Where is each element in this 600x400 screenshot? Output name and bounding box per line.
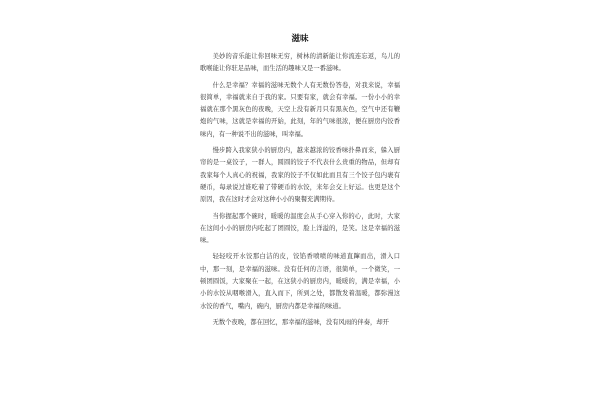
paragraph-4: 当你握起那个碗时，暖暖的温度会从手心穿入你的心，此时，大家在这间小小的厨房内吃起了团圆饺，脸上洋溢的，是笑。这是幸福的滋味。 xyxy=(200,212,400,245)
paragraph-3: 慢步跨入我家狭小的厨房内，越来越浓的饺香味扑鼻而来，躲入厨帘的是一桌饺子，一群人，圆圆的饺子不代表什么贵重的物品，但却有我家每个人真心的祝福，我家的饺子不仅如此而且有三个饺子包内裹有硬币，每录说过谁吃着了带硬币的水饺，来年会交上好运。也更是这个原因，我在这时才会对这种小小的聚餐充满期待。 xyxy=(200,147,400,204)
paragraph-5: 轻轻咬开水饺那白洁的皮，饺馅香喷喷的味道直蹿而出，滑入口中，那一刻，是幸福的滋味。没有任何的言语，很简单，一个微笑，一顿团圆饭，大家聚在一起，在这狭小的厨房内，暖暖的，满是幸福，小小的水饺从咽喉滑入，直入而下，所到之处，都散发着温暖，都弥漫这水饺的香气，嘴内，碗内，厨房内都是幸福的味道。 xyxy=(200,253,400,310)
document-title: 滋味 xyxy=(291,34,309,44)
article-body xyxy=(200,51,400,333)
paragraph-2: 什么是幸福？幸福的滋味无数个人有无数份答卷，对我来说，幸福很简单，幸福就来自于我的家。只要有家，就会有幸福。一份小小的幸福就在那个黑灰色的夜晚，天空上没有新月只有黑灰色，空气中还有鞭炮的气味，这就是幸福的开始，此刻，年的气味很浓，便在厨房内饺香味内，有一种说不出的滋味，叫幸福。 xyxy=(200,81,400,138)
paragraph-6: 无数个夜晚，都在回忆，那幸福的滋味，没有风雨的伴奏，却开 xyxy=(212,318,389,326)
paragraph-1: 美妙的音乐能让你回味无穷，树林的清新能让你流连忘返，鸟儿的歌喉能让你驻足品味，而生活的趣味又是一番滋味。 xyxy=(200,53,400,73)
